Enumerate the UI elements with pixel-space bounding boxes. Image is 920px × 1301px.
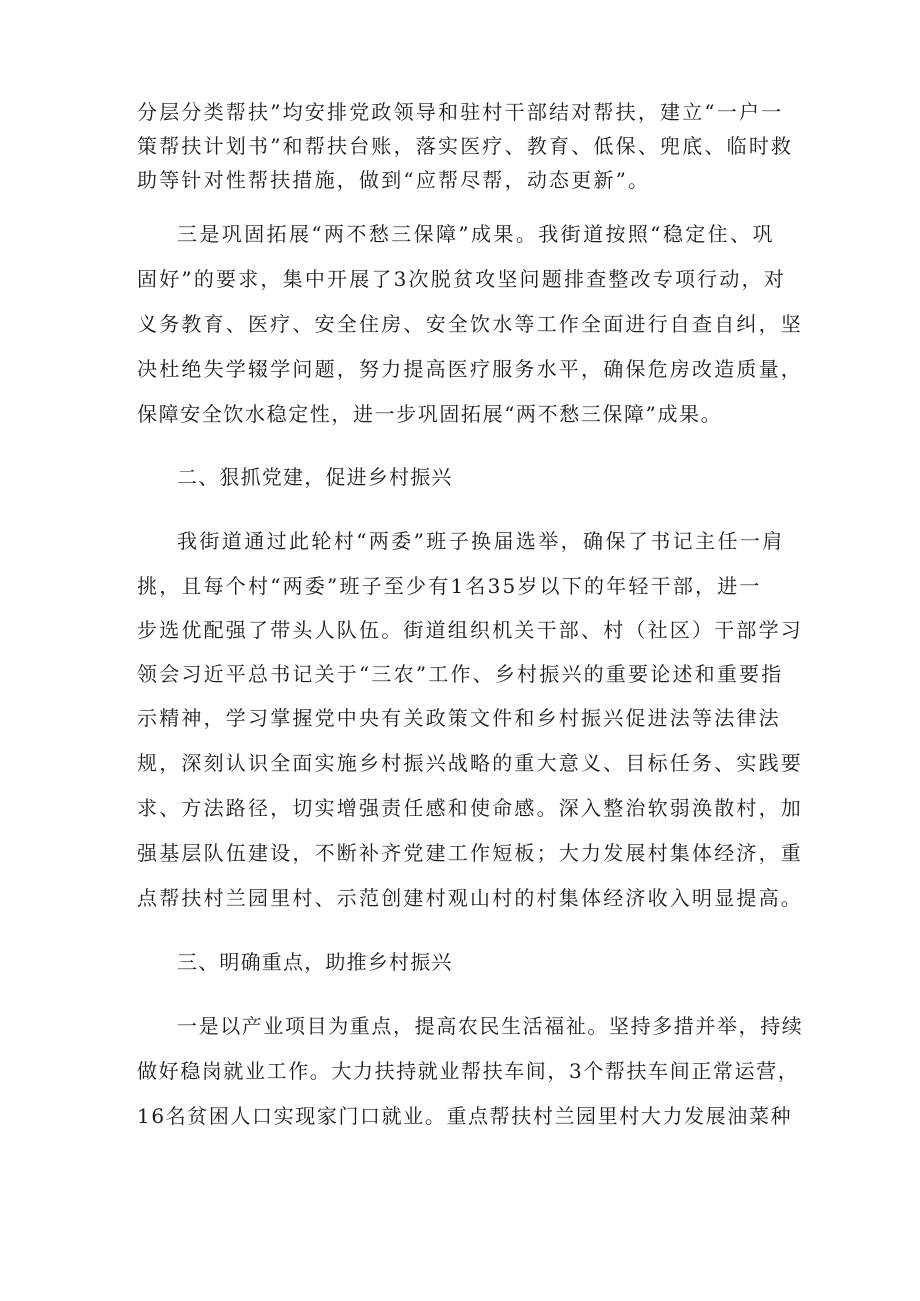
text-line: 保障安全饮水稳定性，进一步巩固拓展“两不愁三保障”成果。	[137, 402, 723, 426]
text-line: 助等针对性帮扶措施，做到“应帮尽帮，动态更新”。	[137, 168, 651, 192]
section-heading: 二、狠抓党建，促进乡村振兴	[177, 465, 453, 489]
text-line: 固好”的要求，集中开展了3次脱贫攻坚问题排查整改专项行动，对	[137, 267, 786, 291]
text-line: 做好稳岗就业工作。大力扶持就业帮扶车间，3个帮扶车间正常运营，	[137, 1059, 800, 1083]
text-line: 三是巩固拓展“两不愁三保障”成果。我街道按照“稳定住、巩	[177, 222, 775, 246]
text-line: 领会习近平总书记关于“三农”工作、乡村振兴的重要论述和重要指	[137, 662, 784, 686]
text-line: 分层分类帮扶”均安排党政领导和驻村干部结对帮扶，建立“一户一	[137, 100, 784, 124]
text-line: 决杜绝失学辍学问题，努力提高医疗服务水平，确保危房改造质量，	[137, 357, 803, 381]
section-heading: 三、明确重点，助推乡村振兴	[177, 950, 453, 974]
text-line: 步选优配强了带头人队伍。街道组织机关干部、村（社区）干部学习	[137, 618, 803, 642]
text-line: 强基层队伍建设，不断补齐党建工作短板；大力发展村集体经济，重	[137, 841, 803, 865]
text-line: 策帮扶计划书”和帮扶台账，落实医疗、教育、低保、兜底、临时救	[137, 134, 794, 158]
text-line: 规，深刻认识全面实施乡村振兴战略的重大意义、目标任务、实践要	[137, 751, 803, 775]
text-line: 16名贫困人口实现家门口就业。重点帮扶村兰园里村大力发展油菜种	[137, 1104, 793, 1128]
text-line: 我街道通过此轮村“两委”班子换届选举，确保了书记主任一肩	[177, 529, 785, 553]
text-line: 求、方法路径，切实增强责任感和使命感。深入整治软弱涣散村，加	[137, 796, 803, 820]
text-line: 示精神，学习掌握党中央有关政策文件和乡村振兴促进法等法律法	[137, 706, 781, 730]
text-line: 点帮扶村兰园里村、示范创建村观山村的村集体经济收入明显提高。	[137, 886, 803, 910]
text-line: 义务教育、医疗、安全住房、安全饮水等工作全面进行自查自纠，坚	[137, 312, 803, 336]
text-line: 挑，且每个村“两委”班子至少有1名35岁以下的年轻干部，进一	[137, 574, 762, 598]
text-line: 一是以产业项目为重点，提高农民生活福祉。坚持多措并举，持续	[177, 1014, 804, 1038]
